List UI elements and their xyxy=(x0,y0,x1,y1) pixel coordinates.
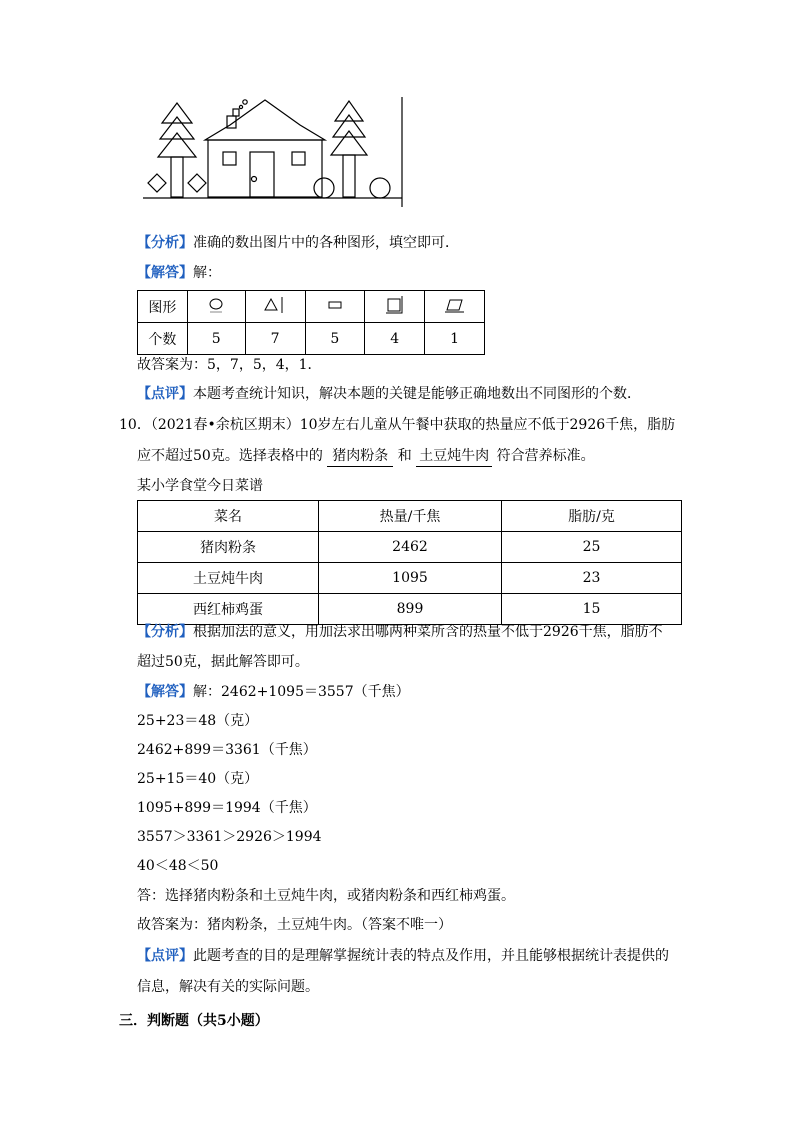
q10-answer-line: 25+15＝40（克） xyxy=(137,771,259,787)
diamond-shape xyxy=(188,174,206,192)
analysis-tag: 【分析】 xyxy=(137,624,193,640)
q10-stem-line1: 10．（2021春•余杭区期末）10岁左右儿童从午餐中获取的热量应不低于2926千焦，脂肪 xyxy=(119,417,676,433)
q10-answer-line: 25+23＝48（克） xyxy=(137,713,259,729)
square-icon xyxy=(365,291,425,323)
q9-comment: 【点评】本题考查统计知识，解决本题的关键是能够正确地数出不同图形的个数． xyxy=(137,386,641,402)
parallelogram-icon xyxy=(425,291,485,323)
section-title: 三．判断题（共5小题） xyxy=(119,1013,269,1029)
q10-answer-line: 3557＞3361＞2926＞1994 xyxy=(137,829,322,845)
count-cell: 1 xyxy=(425,323,485,355)
left-tree xyxy=(158,103,196,197)
q10-answer-line: 故答案为：猪肉粉条，土豆炖牛肉。（答案不唯一） xyxy=(137,917,452,933)
table-row: 西红柿鸡蛋 899 15 xyxy=(138,594,682,625)
count-cell: 5 xyxy=(305,323,365,355)
q9-analysis: 【分析】准确的数出图片中的各种图形，填空即可． xyxy=(137,235,459,251)
q10-answer-line: 【解答】解：2462+1095＝3557（千焦） xyxy=(137,684,410,700)
answer-tag: 【解答】 xyxy=(137,684,193,700)
menu-table xyxy=(137,500,682,625)
q9-answer-lead: 【解答】解： xyxy=(137,265,221,281)
q10-stem-line2: 应不超过50克。选择表格中的 猪肉粉条 和 土豆炖牛肉 符合营养标准。 xyxy=(137,446,595,467)
q10-answer-line: 40＜48＜50 xyxy=(137,858,219,874)
header-cell: 热量/千焦 xyxy=(319,501,502,532)
comment-tag: 【点评】 xyxy=(137,386,193,402)
q10-answer-line: 1095+899＝1994（千焦） xyxy=(137,800,317,816)
answer-blank-1: 猪肉粉条 xyxy=(327,446,393,467)
q10-comment-line2: 信息，解决有关的实际问题。 xyxy=(137,979,319,995)
menu-table-title: 某小学食堂今日菜谱 xyxy=(137,478,263,494)
count-cell: 5 xyxy=(187,323,245,355)
q10-analysis-line2: 超过50克，据此解答即可。 xyxy=(137,654,309,670)
answer-blank-2: 土豆炖牛肉 xyxy=(416,446,492,467)
q10-comment-line1: 【点评】此题考查的目的是理解掌握统计表的特点及作用，并且能够根据统计表提供的 xyxy=(137,948,669,964)
header-cell: 菜名 xyxy=(138,501,319,532)
diamond-shape xyxy=(148,174,166,192)
count-cell: 4 xyxy=(365,323,425,355)
comment-tag: 【点评】 xyxy=(137,948,193,964)
circle-shape xyxy=(314,178,334,198)
q10-answer-line: 2462+899＝3361（千焦） xyxy=(137,742,317,758)
rectangle-icon xyxy=(305,291,365,323)
circle-icon xyxy=(187,291,245,323)
row-label: 个数 xyxy=(138,323,188,355)
header-cell: 脂肪/克 xyxy=(502,501,682,532)
q9-final-answer: 故答案为：5，7，5，4，1． xyxy=(137,357,322,373)
table-row: 土豆炖牛肉 1095 23 xyxy=(138,563,682,594)
shape-count-table xyxy=(137,290,485,355)
answer-tag: 【解答】 xyxy=(137,265,193,281)
table-row: 猪肉粉条 2462 25 xyxy=(138,532,682,563)
q10-analysis-line1: 【分析】根据加法的意义，用加法求出哪两种菜所含的热量不低于2926千焦，脂肪不 xyxy=(137,624,663,640)
triangle-icon xyxy=(245,291,305,323)
q10-answer-line: 答：选择猪肉粉条和土豆炖牛肉，或猪肉粉条和西红柿鸡蛋。 xyxy=(137,888,515,904)
question-number: 10． xyxy=(119,417,151,433)
right-tree xyxy=(331,101,367,197)
row-label: 图形 xyxy=(138,291,188,323)
house xyxy=(205,100,325,197)
shapes-figure xyxy=(140,95,410,210)
circle-shape xyxy=(370,178,390,198)
count-cell: 7 xyxy=(245,323,305,355)
analysis-tag: 【分析】 xyxy=(137,235,193,251)
